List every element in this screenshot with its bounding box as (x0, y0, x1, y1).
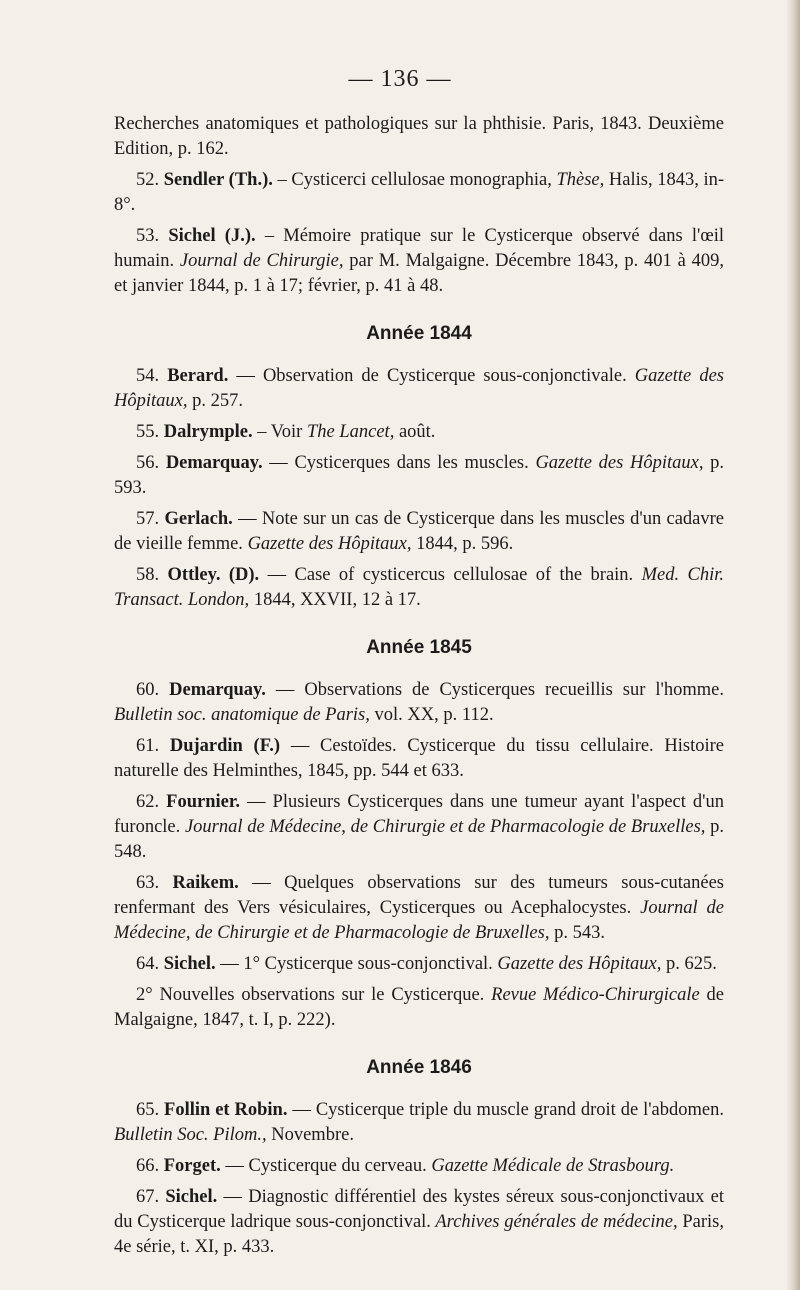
entry-number: 67. (136, 1187, 160, 1207)
entry-text: — Cysticerques dans les muscles. (262, 453, 529, 473)
entry-author: Fournier. (166, 792, 240, 812)
entry-text: — Cysticerque triple du muscle grand droit de l'abdomen. (287, 1100, 724, 1120)
entry-number: 56. (136, 453, 160, 473)
entry-number: 57. (136, 509, 160, 529)
entry-text: – Mémoire pratique sur le Cysticerque observé dans l'œil humain. (114, 226, 724, 271)
entry-number: 61. (136, 736, 160, 756)
entry-number: 58. (136, 565, 160, 585)
bibliography-entry (114, 451, 724, 501)
entry-author: Demarquay. (169, 680, 266, 700)
entry-source: Bulletin soc. anatomique de Paris, (114, 705, 370, 725)
entry-number: 60. (136, 680, 160, 700)
entry-text: — Observations de Cysticerques recueillis sur l'homme. (265, 680, 725, 700)
entry-source: Gazette des Hôpitaux, (242, 534, 412, 554)
entry-author: Raikem. (172, 873, 239, 893)
entry-details: Paris, 4e série, t. XI, p. 433. (114, 1212, 725, 1257)
bibliography-entry (114, 1185, 724, 1260)
entry-number: 62. (136, 792, 160, 812)
entry-details: p. 548. (114, 817, 725, 862)
entry-text: — Observation de Cysticerque sous-conjonctivale. (228, 366, 627, 386)
bibliography-entry (114, 952, 724, 977)
bibliography-entry (114, 678, 724, 728)
entry-source: Gazette des Hôpitaux, (492, 954, 662, 974)
entry-text: Recherches anatomiques et pathologiques sur la phthisie. Paris, 1843. Deuxième Edition, p. 162. (114, 114, 724, 159)
entry-details: 1844, XXVII, 12 à 17. (249, 590, 421, 610)
entry-text: – Cysticerci cellulosae monographia, (272, 170, 552, 190)
entry-source: Archives générales de médecine, (430, 1212, 678, 1232)
entry-details: p. 543. (549, 923, 605, 943)
entry-author: Follin et Robin. (164, 1100, 288, 1120)
bibliography-entry (114, 507, 724, 557)
entry-author: Berard. (167, 366, 229, 386)
entry-details: Novembre. (266, 1125, 354, 1145)
entry-number: 64. (136, 954, 160, 974)
entry-text: — Cysticerque du cerveau. (220, 1156, 427, 1176)
entry-source: Med. Chir. Transact. London, (114, 565, 724, 610)
entry-author: Demarquay. (165, 453, 263, 473)
entry-source: Gazette Médicale de Strasbourg. (426, 1156, 675, 1176)
entry-author: Gerlach. (164, 509, 233, 529)
entry-details: p. 593. (114, 453, 725, 498)
bibliography-entry (114, 790, 724, 865)
entry-author: Sichel (J.). (168, 226, 256, 246)
bibliography-entry (114, 1154, 724, 1179)
entry-text: 2° Nouvelles observations sur le Cysticerque. (136, 985, 485, 1005)
entry-number: 65. (136, 1100, 160, 1120)
bibliography-entry (114, 112, 724, 162)
entry-source: Thèse, (551, 170, 605, 190)
entry-details: Halis, 1843, in-8°. (114, 170, 725, 215)
entry-source: Revue Médico-Chirurgicale (484, 985, 700, 1005)
bibliography-entry (114, 1098, 724, 1148)
entry-number: 55. (136, 422, 160, 442)
entry-text: — Quelques observations sur des tumeurs sous-cutanées renfermant des Vers vésiculaires, Cysticerques ou Acephalocystes. (114, 873, 725, 918)
bibliography-entry (114, 563, 724, 613)
entry-source: Gazette des Hôpitaux, (114, 366, 724, 411)
entry-details: p. 257. (187, 391, 243, 411)
entry-author: Ottley. (D). (167, 565, 260, 585)
entry-author: Dalrymple. (163, 422, 253, 442)
entry-author: Dujardin (F.) (169, 736, 281, 756)
bibliography-entry (114, 168, 724, 218)
entries-top (114, 112, 724, 299)
entry-author: Sichel. (163, 954, 216, 974)
entry-text: — 1° Cysticerque sous-conjonctival. (215, 954, 493, 974)
year-heading-1844: Année 1844 (366, 323, 472, 344)
entry-details: août. (394, 422, 436, 442)
entry-text: — Diagnostic différentiel des kystes séreux sous-conjonctivaux et du Cysticerque ladrique sous-conjonctival. (114, 1187, 724, 1232)
entry-details: 1844, p. 596. (411, 534, 514, 554)
entries-1844 (114, 364, 724, 613)
entry-text: — Plusieurs Cysticerques dans une tumeur ayant l'aspect d'un furoncle. (114, 792, 724, 837)
entry-author: Forget. (163, 1156, 221, 1176)
entries-1846 (114, 1098, 724, 1260)
entry-source: The Lancet, (302, 422, 395, 442)
entry-details: de Malgaigne, 1847, t. I, p. 222). (114, 985, 725, 1030)
entry-source: Bulletin Soc. Pilom., (114, 1125, 267, 1145)
entry-source: Journal de Médecine, de Chirurgie et de Pharmacologie de Bruxelles, (114, 898, 724, 943)
entry-author: Sichel. (165, 1187, 218, 1207)
bibliography-entry (114, 734, 724, 784)
entry-number: 52. (136, 170, 160, 190)
entry-number: 53. (136, 226, 160, 246)
entry-number: 63. (136, 873, 160, 893)
year-heading-1846: Année 1846 (366, 1057, 472, 1078)
entry-text: — Cestoïdes. Cysticerque du tissu cellulaire. Histoire naturelle des Helminthes, 1845, pp. 544 et 633. (114, 736, 725, 781)
bibliography-entry (114, 871, 724, 946)
entry-text: — Case of cysticercus cellulosae of the brain. (259, 565, 634, 585)
entry-source: Gazette des Hôpitaux, (528, 453, 704, 473)
entries-1845 (114, 678, 724, 1033)
entry-text: — Note sur un cas de Cysticerque dans les muscles d'un cadavre de vieille femme. (114, 509, 725, 554)
year-heading-1845: Année 1845 (366, 637, 472, 658)
entry-text: – Voir (252, 422, 303, 442)
page-edge (786, 0, 800, 1290)
entry-number: 54. (136, 366, 160, 386)
entry-source: Journal de Chirurgie, (174, 251, 344, 271)
entry-details: par M. Malgaigne. Décembre 1843, p. 401 à 409, et janvier 1844, p. 1 à 17; février, p. 41 à 48. (114, 251, 724, 296)
entry-author: Sendler (Th.). (163, 170, 273, 190)
entry-number: 66. (136, 1156, 160, 1176)
bibliography-entry (114, 364, 724, 414)
bibliography-entry (114, 224, 724, 299)
bibliography (114, 112, 724, 1266)
entry-details: p. 625. (661, 954, 717, 974)
entry-details: vol. XX, p. 112. (369, 705, 494, 725)
page-number: — 136 — (348, 66, 452, 92)
bibliography-entry (114, 420, 724, 445)
bibliography-entry (114, 983, 724, 1033)
entry-source: Journal de Médecine, de Chirurgie et de Pharmacologie de Bruxelles, (180, 817, 706, 837)
